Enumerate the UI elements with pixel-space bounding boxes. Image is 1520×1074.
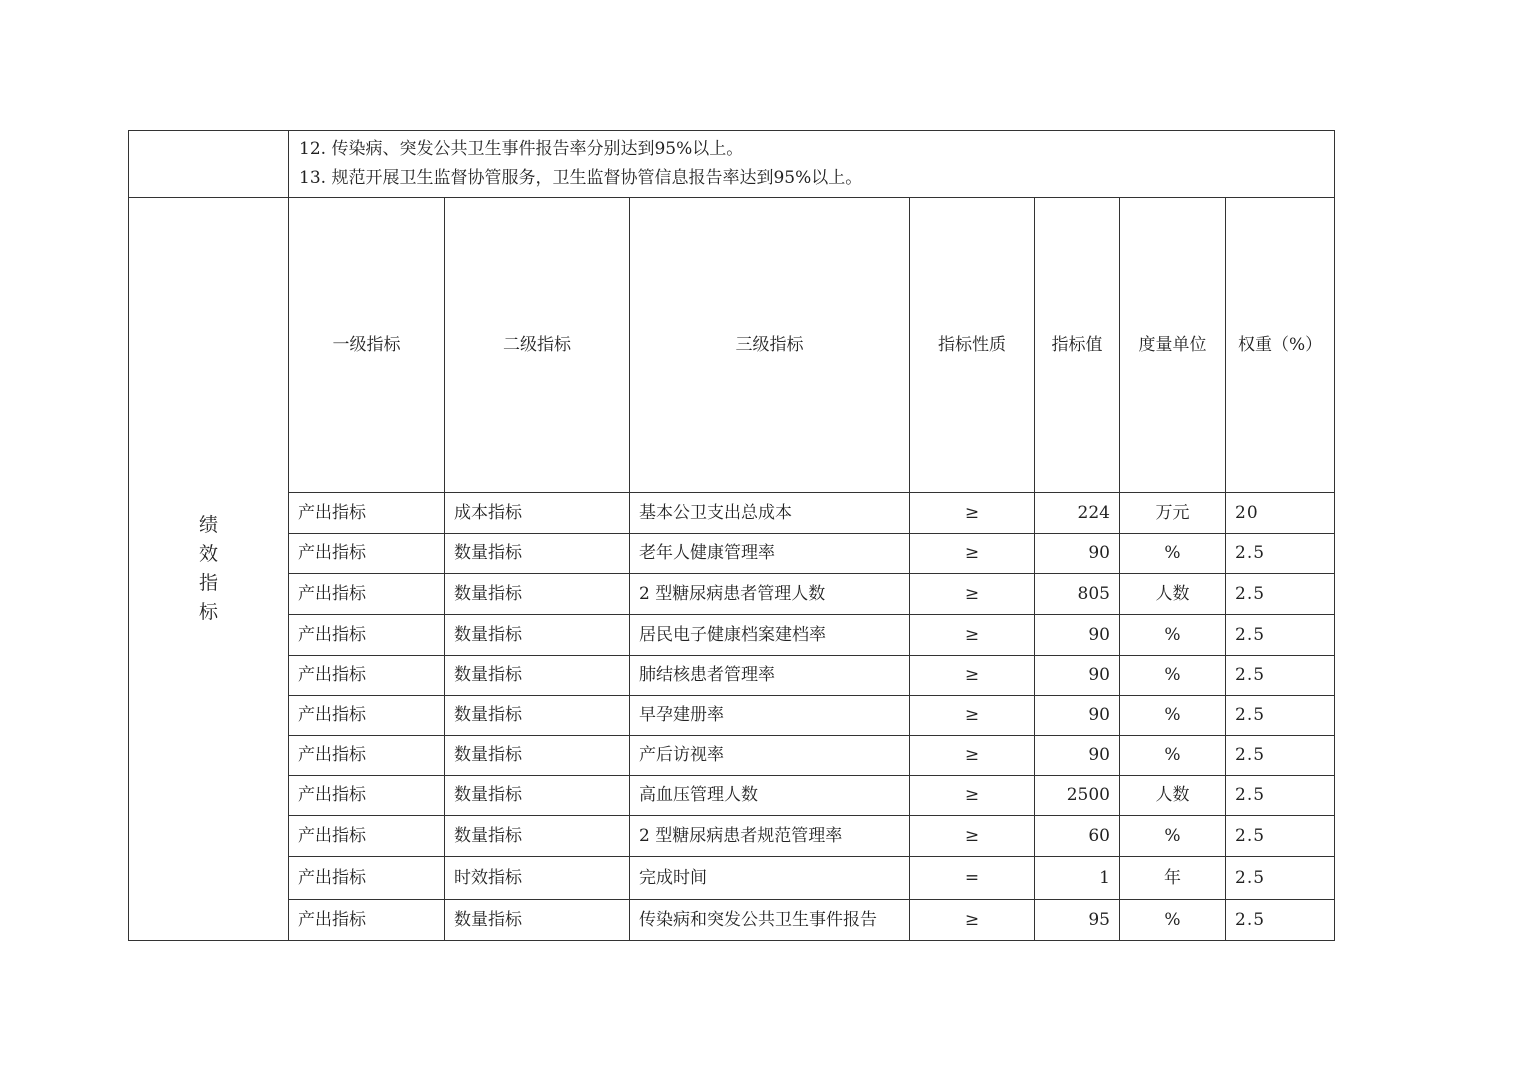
cell-value: 90 bbox=[1035, 656, 1120, 696]
table-row bbox=[129, 857, 1335, 900]
header-unit: 度量单位 bbox=[1120, 198, 1226, 493]
section-label-char: 效 bbox=[198, 543, 218, 565]
cell-weight: 2.5 bbox=[1226, 574, 1335, 615]
cell-nature: ≥ bbox=[910, 736, 1035, 776]
cell-level1: 产出指标 bbox=[289, 493, 445, 534]
cell-level1: 产出指标 bbox=[289, 534, 445, 574]
cell-weight: 2.5 bbox=[1226, 615, 1335, 656]
section-label-cell bbox=[129, 198, 289, 941]
table-row bbox=[129, 493, 1335, 534]
cell-weight: 2.5 bbox=[1226, 736, 1335, 776]
cell-unit: % bbox=[1120, 696, 1226, 736]
intro-line: 12. 传染病、突发公共卫生事件报告率分别达到95%以上。 bbox=[299, 139, 744, 159]
header-level3: 三级指标 bbox=[630, 198, 910, 493]
cell-unit: % bbox=[1120, 656, 1226, 696]
cell-level1: 产出指标 bbox=[289, 574, 445, 615]
cell-nature: ≥ bbox=[910, 776, 1035, 816]
cell-level1: 产出指标 bbox=[289, 696, 445, 736]
cell-level3: 居民电子健康档案建档率 bbox=[630, 615, 910, 656]
cell-value: 60 bbox=[1035, 816, 1120, 857]
intro-text-cell bbox=[289, 131, 1335, 198]
cell-level1: 产出指标 bbox=[289, 816, 445, 857]
cell-unit: % bbox=[1120, 900, 1226, 941]
cell-level2: 数量指标 bbox=[445, 736, 630, 776]
cell-weight: 2.5 bbox=[1226, 816, 1335, 857]
section-label-char: 绩 bbox=[198, 514, 218, 536]
cell-level3: 传染病和突发公共卫生事件报告 bbox=[630, 900, 910, 941]
cell-level3: 2 型糖尿病患者规范管理率 bbox=[630, 816, 910, 857]
cell-level1: 产出指标 bbox=[289, 736, 445, 776]
header-level1: 一级指标 bbox=[289, 198, 445, 493]
cell-nature: ≥ bbox=[910, 534, 1035, 574]
section-label-char: 指 bbox=[198, 572, 218, 594]
cell-unit: % bbox=[1120, 534, 1226, 574]
cell-weight: 2.5 bbox=[1226, 656, 1335, 696]
cell-weight: 2.5 bbox=[1226, 696, 1335, 736]
cell-value: 90 bbox=[1035, 736, 1120, 776]
section-label-char: 标 bbox=[198, 601, 218, 623]
cell-level2: 时效指标 bbox=[445, 857, 630, 900]
cell-weight: 2.5 bbox=[1226, 776, 1335, 816]
cell-weight: 20 bbox=[1226, 493, 1335, 534]
table-row bbox=[129, 696, 1335, 736]
cell-level2: 数量指标 bbox=[445, 656, 630, 696]
cell-nature: ≥ bbox=[910, 816, 1035, 857]
table-row bbox=[129, 656, 1335, 696]
cell-weight: 2.5 bbox=[1226, 857, 1335, 900]
cell-value: 224 bbox=[1035, 493, 1120, 534]
cell-level2: 数量指标 bbox=[445, 574, 630, 615]
cell-weight: 2.5 bbox=[1226, 534, 1335, 574]
cell-level3: 2 型糖尿病患者管理人数 bbox=[630, 574, 910, 615]
cell-level2: 数量指标 bbox=[445, 696, 630, 736]
table-row bbox=[129, 574, 1335, 615]
cell-level3: 高血压管理人数 bbox=[630, 776, 910, 816]
intro-line: 13. 规范开展卫生监督协管服务，卫生监督协管信息报告率达到95%以上。 bbox=[299, 168, 863, 188]
cell-value: 90 bbox=[1035, 615, 1120, 656]
cell-value: 805 bbox=[1035, 574, 1120, 615]
cell-level3: 基本公卫支出总成本 bbox=[630, 493, 910, 534]
cell-unit: % bbox=[1120, 816, 1226, 857]
cell-nature: ≥ bbox=[910, 574, 1035, 615]
cell-level2: 数量指标 bbox=[445, 900, 630, 941]
cell-level2: 数量指标 bbox=[445, 615, 630, 656]
table-row bbox=[129, 736, 1335, 776]
cell-unit: 年 bbox=[1120, 857, 1226, 900]
table-row bbox=[129, 776, 1335, 816]
header-level2: 二级指标 bbox=[445, 198, 630, 493]
cell-level2: 数量指标 bbox=[445, 534, 630, 574]
header-nature: 指标性质 bbox=[910, 198, 1035, 493]
intro-empty-cell bbox=[129, 131, 289, 198]
cell-unit: 人数 bbox=[1120, 574, 1226, 615]
table-row bbox=[129, 816, 1335, 857]
header-value: 指标值 bbox=[1035, 198, 1120, 493]
cell-nature: = bbox=[910, 857, 1035, 900]
cell-level3: 肺结核患者管理率 bbox=[630, 656, 910, 696]
cell-level3: 完成时间 bbox=[630, 857, 910, 900]
cell-level2: 数量指标 bbox=[445, 816, 630, 857]
cell-value: 2500 bbox=[1035, 776, 1120, 816]
cell-value: 1 bbox=[1035, 857, 1120, 900]
header-row bbox=[129, 198, 1335, 493]
cell-level1: 产出指标 bbox=[289, 900, 445, 941]
cell-nature: ≥ bbox=[910, 900, 1035, 941]
cell-weight: 2.5 bbox=[1226, 900, 1335, 941]
cell-level3: 产后访视率 bbox=[630, 736, 910, 776]
cell-value: 90 bbox=[1035, 534, 1120, 574]
intro-row bbox=[129, 131, 1335, 198]
cell-unit: % bbox=[1120, 615, 1226, 656]
cell-nature: ≥ bbox=[910, 656, 1035, 696]
cell-nature: ≥ bbox=[910, 696, 1035, 736]
header-weight: 权重（%） bbox=[1226, 198, 1335, 493]
cell-nature: ≥ bbox=[910, 615, 1035, 656]
cell-value: 90 bbox=[1035, 696, 1120, 736]
cell-value: 95 bbox=[1035, 900, 1120, 941]
cell-unit: % bbox=[1120, 736, 1226, 776]
cell-level1: 产出指标 bbox=[289, 857, 445, 900]
cell-level1: 产出指标 bbox=[289, 656, 445, 696]
cell-unit: 人数 bbox=[1120, 776, 1226, 816]
performance-table bbox=[128, 130, 1335, 941]
cell-level2: 成本指标 bbox=[445, 493, 630, 534]
table-row bbox=[129, 615, 1335, 656]
cell-level3: 老年人健康管理率 bbox=[630, 534, 910, 574]
cell-level1: 产出指标 bbox=[289, 776, 445, 816]
cell-nature: ≥ bbox=[910, 493, 1035, 534]
table-row bbox=[129, 534, 1335, 574]
cell-level3: 早孕建册率 bbox=[630, 696, 910, 736]
cell-level2: 数量指标 bbox=[445, 776, 630, 816]
cell-level1: 产出指标 bbox=[289, 615, 445, 656]
table-row bbox=[129, 900, 1335, 941]
cell-unit: 万元 bbox=[1120, 493, 1226, 534]
